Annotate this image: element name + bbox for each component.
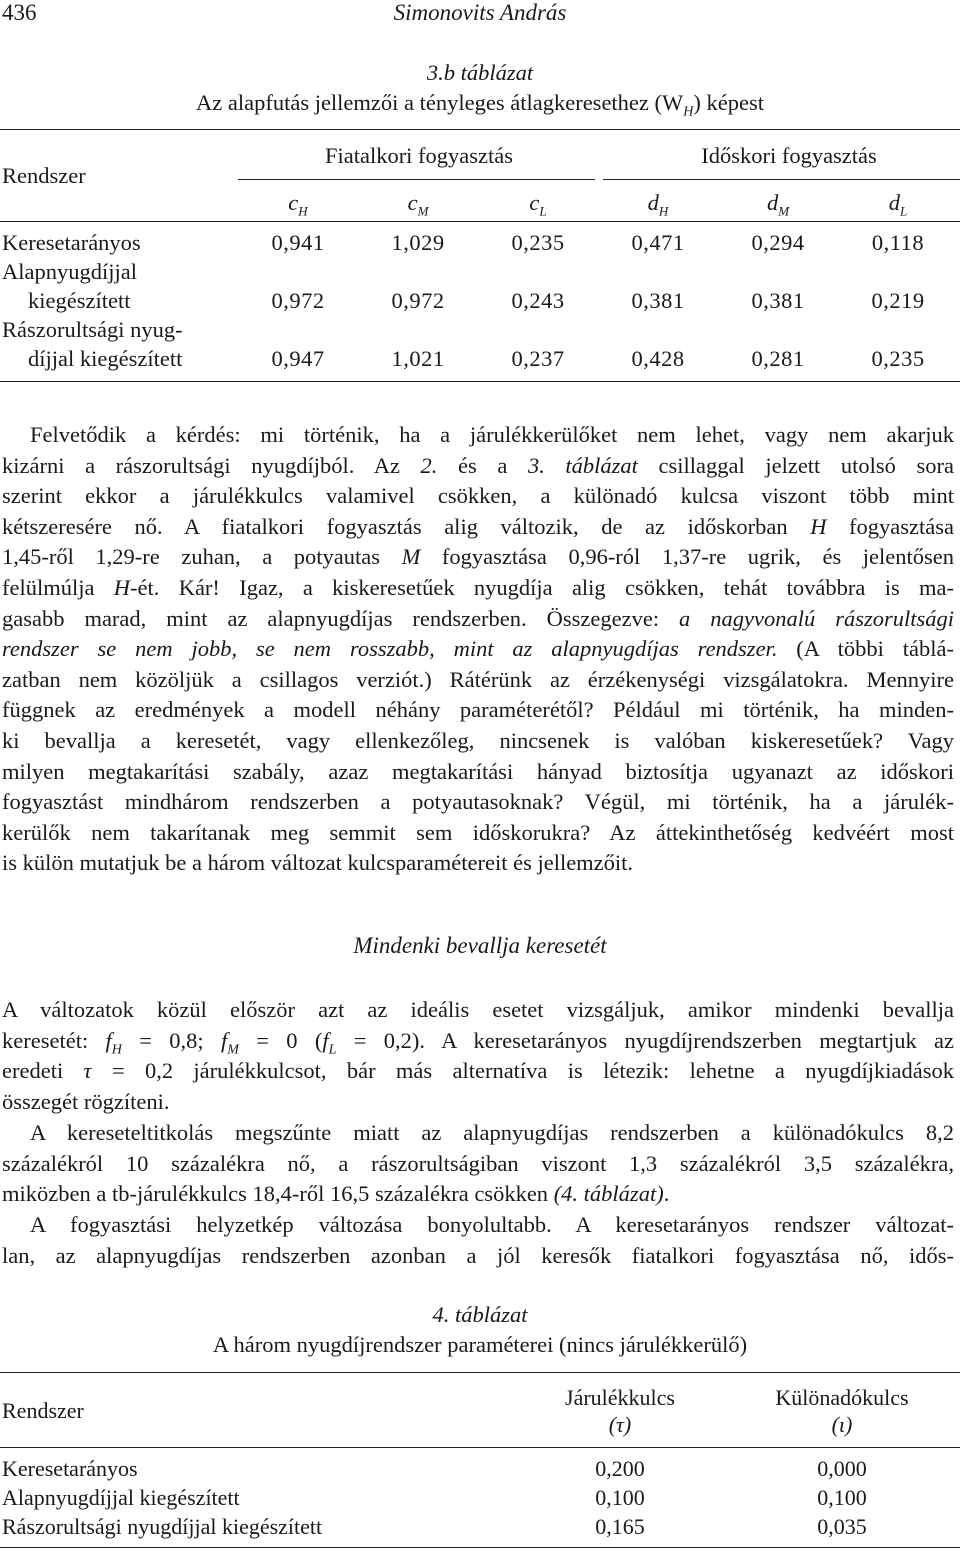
table-cell: 0,243 [511, 288, 565, 313]
table2-col1-label: Járulékkulcs [565, 1385, 675, 1410]
table1-row-label: Keresetarányos [2, 230, 141, 255]
table-cell: 0,100 [817, 1485, 867, 1510]
text-line: A változatok közül először azt az ideális esetet vizsgáljuk, amikor mindenki bevallja [2, 997, 954, 1022]
table1-number: 3.b táblázat [426, 60, 534, 85]
text-line: A fogyasztási helyzetkép változása bonyolultabb. A keresetarányos rendszer változat- [30, 1212, 954, 1237]
text-line: is külön mutatjuk be a három változat kulcsparamétereit és jellemzőit. [2, 850, 634, 876]
table2-title: A három nyugdíjrendszer paraméterei (nincs járulékkerülő) [212, 1332, 748, 1357]
table2-top-rule [0, 1372, 960, 1373]
table2-row-header: Rendszer [2, 1398, 84, 1423]
text-line: felülmúlja H-ét. Kár! Igaz, a kiskeresetűek nyugdíja alig csökken, tehát továbbra is ma- [2, 574, 954, 600]
table1-row-label-cont: kiegészített [28, 288, 131, 313]
text-line: függnek az eredmények a modell néhány paraméterétől? Például mi történik, ha minden- [2, 697, 954, 723]
text-line: kétszeresére nő. A fiatalkori fogyasztás alig változik, de az időskorban H fogyasztása [2, 513, 954, 539]
table1-symbol-cM: $c_M$ [407, 190, 429, 219]
text-line: rendszer se nem jobb, se nem rosszabb, mint az alapnyugdíjas rendszer. (A többi táblá- [2, 636, 954, 662]
table1-top-rule [0, 129, 960, 130]
page-header [0, 0, 960, 30]
table-cell: 0,941 [271, 230, 325, 255]
table-cell: 0,428 [631, 346, 685, 371]
text-line: százalékról 10 százalékra nő, a rászorultságiban viszont 1,3 százalékról 3,5 százalékra, [2, 1150, 954, 1176]
table-cell: 0,200 [595, 1456, 645, 1481]
table2-row-label: Keresetarányos [2, 1456, 138, 1481]
text-line: eredeti τ = 0,2 járulékkulcsot, bár más alternatíva is létezik: lehetne a nyugdíjkiadások [2, 1058, 954, 1084]
table-cell: 0,972 [391, 288, 445, 313]
paragraph-1 [2, 420, 954, 879]
table-cell: 0,035 [817, 1514, 867, 1539]
text-line: fogyasztást mindhárom rendszerben a potyautasoknak? Végül, mi történik, ha a járulék- [2, 789, 954, 815]
paragraph-3 [2, 1118, 954, 1210]
table1-symbol-dL: $d_L$ [888, 190, 908, 219]
text-line: keresetét: $f_H = 0,8$; $f_M = 0$ $(f_L = 0,2)$. A keresetarányos nyugdíjrendszerben megtartjuk az [2, 1027, 954, 1058]
table2-bottom-rule [0, 1547, 960, 1548]
table1-group-old-rule [603, 179, 960, 180]
table1-row-label-cont: díjjal kiegészített [28, 346, 183, 371]
table1-row-header: Rendszer [2, 163, 86, 188]
text-line: milyen megtakarítási szabály, azaz megtakarítási hányad biztosítja ugyanazt az időskori [2, 758, 954, 784]
text-line: ki bevallja a keresetét, vagy ellenkezőleg, nincsenek is valóban kiskeresetűek? Vagy [2, 727, 954, 753]
text-line: lan, az alapnyugdíjas rendszerben azonban a jól keresők fiatalkori fogyasztása nő, idős- [2, 1242, 954, 1268]
table-cell: 0,281 [751, 346, 805, 371]
table1-group-old: Időskori fogyasztás [701, 143, 877, 168]
table-cell: 0,118 [871, 230, 925, 255]
table-cell: 0,235 [511, 230, 565, 255]
table-cell: 0,237 [511, 346, 565, 371]
table-cell: 0,381 [631, 288, 685, 313]
table2-row-label: Rászorultsági nyugdíjjal kiegészített [2, 1514, 323, 1539]
page-number: 436 [2, 0, 37, 25]
table1-row-label: Rászorultsági nyug- [2, 317, 183, 342]
table-cell: 0,972 [271, 288, 325, 313]
table1-symbol-dM: $d_M$ [766, 190, 790, 219]
text-line: miközben a tb-járulékkulcs 18,4-ről 16,5 százalékra csökken (4. táblázat). [2, 1181, 670, 1207]
paragraph-4 [2, 1210, 954, 1271]
table1-symbol-cH: $c_H$ [288, 190, 308, 219]
table-cell: 0,381 [751, 288, 805, 313]
text-line: szerint ekkor a járulékkulcs valamivel csökken, a különadó kulcsa viszont több mint [2, 483, 954, 509]
text-line: kizárni a rászorultsági nyugdíjból. Az 2. és a 3. táblázat csillaggal jelzett utolsó sora [2, 452, 954, 478]
text-line: gasabb marad, mint az alapnyugdíjas rendszerben. Összegezve: a nagyvonalú rászorultsági [2, 605, 954, 631]
text-line: összegét rögzíteni. [2, 1088, 170, 1114]
table-cell: 1,029 [391, 230, 445, 255]
table-cell: 0,000 [817, 1456, 867, 1481]
text-line: zatban nem közöljük a csillagos verziót.) Rátérünk az érzékenységi vizsgálatokra. Mennyire [2, 666, 954, 692]
table1-title: Az alapfutás jellemzői a tényleges átlagkeresethez $(W_H)$ képest [196, 90, 764, 120]
table1-symbol-dH: $d_H$ [647, 190, 669, 219]
table-cell: 0,947 [271, 346, 325, 371]
table1-bottom-rule [0, 381, 960, 382]
table2-number: 4. táblázat [432, 1302, 528, 1327]
table2-col1-symbol: (τ) [608, 1412, 632, 1437]
text-line: Felvetődik a kérdés: mi történik, ha a járulékkerülőket nem lehet, vagy nem akarjuk [30, 422, 954, 447]
table-cell: 0,165 [595, 1514, 645, 1539]
table1-group-young-rule [238, 179, 595, 180]
table1-group-young: Fiatalkori fogyasztás [324, 143, 514, 168]
table-cell: 0,294 [751, 230, 805, 255]
table2-row-label: Alapnyugdíjjal kiegészített [2, 1485, 240, 1510]
table1-header-rule [0, 221, 960, 222]
table-cell: 0,471 [631, 230, 685, 255]
table1-row-label: Alapnyugdíjjal [2, 259, 137, 284]
text-line: 1,45-ről 1,29-re zuhan, a potyautas M fogyasztása 0,96-ról 1,37-re ugrik, és jelentősen [2, 544, 954, 570]
table2-col2-symbol: (ι) [831, 1412, 853, 1437]
text-line: kerülők nem takarítanak meg semmit sem időskorukra? Az áttekinthetőség kedvéért most [2, 819, 954, 845]
text-line: A kereseteltitkolás megszűnte miatt az alapnyugdíjas rendszerben a különadókulcs 8,2 [30, 1120, 954, 1145]
table-cell: 0,219 [871, 288, 925, 313]
section-title: Mindenki bevallja keresetét [353, 933, 607, 958]
table-cell: 1,021 [391, 346, 445, 371]
table-cell: 0,100 [595, 1485, 645, 1510]
table-cell: 0,235 [871, 346, 925, 371]
table2-col2-label: Különadókulcs [775, 1385, 909, 1410]
table2-header-rule [0, 1447, 960, 1448]
running-title: Simonovits András [393, 0, 567, 25]
paragraph-2 [2, 995, 954, 1117]
table1-symbol-cL: $c_L$ [529, 190, 547, 219]
